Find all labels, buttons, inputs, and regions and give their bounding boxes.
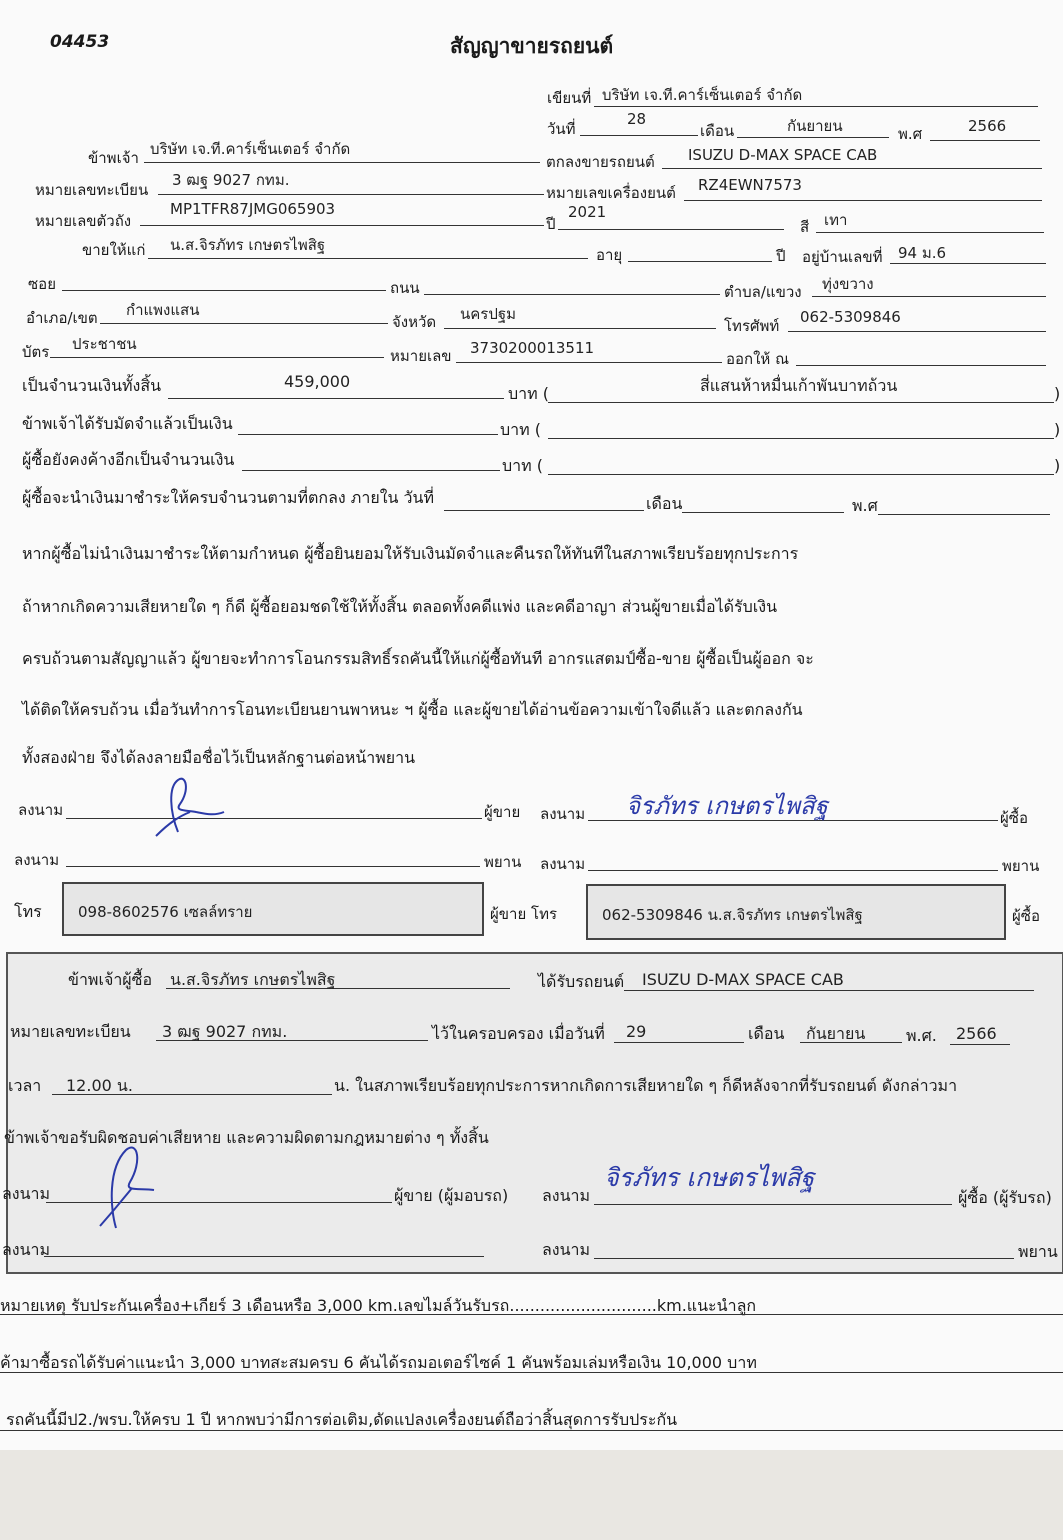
province-value: นครปฐม (460, 305, 517, 323)
total-baht-label: บาท ( (508, 384, 550, 403)
remaining-line (242, 470, 500, 471)
seller-line (144, 162, 540, 163)
card-line (50, 357, 384, 358)
possess-year-line (950, 1044, 1010, 1045)
possess-year-label: พ.ศ. (906, 1026, 937, 1045)
year-label: พ.ศ (898, 125, 923, 143)
phone-label: โทรศัพท์ (724, 317, 780, 335)
color-line (816, 232, 1044, 233)
seller-phone-value: 098-8602576 เซลล์ทราย (78, 903, 253, 921)
date-value: 28 (627, 110, 647, 128)
payment-year-line (878, 514, 1050, 515)
month-label: เดือน (700, 122, 735, 140)
engine-number-line (684, 200, 1042, 201)
note-underline-3 (0, 1430, 1063, 1431)
payment-day-line (444, 510, 644, 511)
age-line (628, 261, 772, 262)
seller-phone-label: โทร (14, 902, 42, 921)
registration-value: 3 ฒฐ 9027 กทม. (172, 171, 290, 189)
table-surface (0, 1450, 1063, 1540)
month-value: กันยายน (787, 117, 843, 135)
card-label: บัตร (22, 343, 50, 361)
receive-sign-label: ลงนาม (542, 1186, 591, 1205)
possess-month-label: เดือน (748, 1024, 785, 1043)
possess-month-value: กันยายน (806, 1024, 866, 1043)
time-value: 12.00 น. (66, 1076, 133, 1095)
color-label: สี (800, 218, 810, 236)
tambon-value: ทุ่งขวาง (822, 275, 874, 293)
card-value: ประชาชน (72, 335, 137, 353)
time-label: เวลา (8, 1076, 42, 1095)
tambon-label: ตำบล/แขวง (724, 283, 802, 301)
written-at-label: เขียนที่ (547, 89, 592, 107)
witness2-role-label: พยาน (1002, 857, 1040, 875)
id-number-label: หมายเลข (390, 347, 452, 365)
year-value: 2566 (968, 117, 1007, 135)
note-underline-2 (0, 1372, 1063, 1373)
model-year-value: 2021 (568, 203, 607, 221)
remaining-label: ผู้ซื้อยังคงค้างอีกเป็นจำนวนเงิน (22, 450, 235, 469)
note-line-3: รถคันนี้มีป2./พรบ.ให้ครบ 1 ปี หากพบว่ามีการต่อเติม,ดัดแปลงเครื่องยนต์ถือว่าสิ้นสุดการรับประกัน (6, 1410, 678, 1429)
buyer-sign-label: ลงนาม (540, 805, 586, 823)
agree-sell-label: ตกลงขายรถยนต์ (546, 153, 655, 171)
phone-value: 062-5309846 (800, 308, 901, 326)
terms-line-1: หากผู้ซื้อไม่นำเงินมาชำระให้ตามกำหนด ผู้ซื้อยินยอมให้รับเงินมัดจำและคืนรถให้ทันทีในสภาพเรียบร้อยทุกประการ (22, 544, 799, 563)
chassis-value: MP1TFR87JMG065903 (170, 200, 336, 218)
document-title: สัญญาขายรถยนต์ (450, 34, 614, 58)
total-amount-line (168, 398, 504, 399)
deposit-close-paren: ) (1054, 420, 1061, 439)
note-line-2: ค้ามาซื้อรถได้รับค่าแนะนำ 3,000 บาทสะสมครบ 6 คันได้รถมอเตอร์ไซค์ 1 คันพร้อมเล่มหรือเงิน 10,000 บาท (0, 1353, 757, 1372)
document-number: 04453 (50, 32, 110, 52)
remaining-baht-label: บาท ( (502, 456, 544, 475)
possess-day-line (614, 1042, 744, 1043)
receipt-witness-line-1 (44, 1256, 484, 1257)
total-close-paren: ) (1054, 384, 1061, 403)
phone-line (788, 331, 1046, 332)
receipt-witness-line-2 (594, 1258, 1014, 1259)
province-label: จังหวัด (392, 313, 437, 331)
buyer-phone-value: 062-5309846 น.ส.จิรภัทร เกษตรไพสิฐ (602, 906, 863, 924)
total-words-value: สี่แสนห้าหมื่นเก้าพันบาทถ้วน (700, 376, 898, 395)
terms-line-4: ได้ติดให้ครบถ้วน เมื่อวันทำการโอนทะเบียนยานพาหนะ ฯ ผู้ซื้อ และผู้ขายได้อ่านข้อความเข้าใจดีแล้ว และตกลงกัน (22, 700, 803, 719)
terms-line-5: ทั้งสองฝ่าย จึงได้ลงลายมือชื่อไว้เป็นหลักฐานต่อหน้าพยาน (22, 748, 416, 767)
total-amount-label: เป็นจำนวนเงินทั้งสิ้น (22, 376, 162, 395)
payment-month-label: เดือน (646, 494, 683, 513)
payment-due-label: ผู้ซื้อจะนำเงินมาชำระให้ครบจำนวนตามที่ตกลง ภายใน วันที่ (22, 488, 435, 507)
soi-label: ซอย (28, 275, 56, 293)
chassis-label: หมายเลขตัวถัง (35, 212, 132, 230)
car-model-value: ISUZU D-MAX SPACE CAB (688, 146, 878, 164)
witness1-sign-label: ลงนาม (14, 851, 60, 869)
sell-to-label: ขายให้แก่ (82, 241, 146, 259)
id-number-value: 3730200013511 (470, 339, 595, 357)
seller-role-label: ผู้ขาย (484, 803, 521, 821)
seller-sign-line (66, 818, 482, 819)
date-label: วันที่ (547, 120, 576, 138)
house-number-label: อยู่บ้านเลขที่ (802, 248, 883, 266)
terms-line-2: ถ้าหากเกิดความเสียหายใด ๆ ก็ดี ผู้ซื้อยอมชดใช้ให้ทั้งสิ้น ตลอดทั้งคดีแพ่ง และคดีอาญา ส่วนผู้ขายเมื่อได้รับเงิน (22, 597, 778, 616)
liability-text: ข้าพเจ้าขอรับผิดชอบค่าเสียหาย และความผิดตามกฎหมายต่าง ๆ ทั้งสิ้น (4, 1128, 489, 1147)
agree-sell-line (662, 168, 1042, 169)
total-amount-value: 459,000 (284, 372, 351, 391)
soi-line (62, 290, 386, 291)
seller-signature (150, 772, 230, 842)
age-unit: ปี (776, 247, 786, 265)
witness2-sign-label: ลงนาม (540, 855, 586, 873)
deliver-signature (96, 1138, 176, 1234)
remaining-words-line (548, 474, 1054, 475)
registration-line (158, 194, 544, 195)
deposit-label: ข้าพเจ้าได้รับมัดจำแล้วเป็นเงิน (22, 414, 233, 433)
buyer-phone-suffix: ผู้ซื้อ (1012, 907, 1040, 925)
seller-value: บริษัท เจ.ที.คาร์เซ็นเตอร์ จำกัด (150, 140, 351, 158)
receipt-reg-value: 3 ฒฐ 9027 กทม. (162, 1022, 288, 1041)
receive-role-label: ผู้ซื้อ (ผู้รับรถ) (958, 1188, 1052, 1207)
buyer-signature: จิรภัทร เกษตรไพสิฐ (626, 792, 828, 820)
deposit-line (238, 434, 498, 435)
date-line (580, 135, 698, 136)
road-label: ถนน (390, 279, 420, 297)
province-line (444, 328, 716, 329)
received-car-line (624, 990, 1034, 991)
road-line (424, 294, 720, 295)
amphoe-line (100, 323, 388, 324)
amphoe-label: อำเภอ/เขต (26, 309, 98, 327)
age-label: อายุ (596, 246, 623, 264)
id-number-line (456, 362, 722, 363)
terms-line-3: ครบถ้วนตามสัญญาแล้ว ผู้ขายจะทำการโอนกรรมสิทธิ์รถคันนี้ให้แก่ผู้ซื้อทันที อากรแสตมป์ซื้อ-ขาย ผู้ซื้อเป็นผู้ออก จะ (22, 649, 814, 668)
receipt-reg-label: หมายเลขทะเบียน (10, 1022, 131, 1041)
note-underline-1 (0, 1314, 1063, 1315)
witness2-sign-line (588, 870, 998, 871)
engine-number-value: RZ4EWN7573 (698, 176, 802, 194)
registration-label: หมายเลขทะเบียน (35, 181, 149, 199)
seller-sign-label: ลงนาม (18, 801, 64, 819)
possess-date-label: ไว้ในครอบครอง เมื่อวันที่ (432, 1024, 605, 1043)
receipt-witness-sign-label: ลงนาม (2, 1240, 51, 1259)
buyer-role-label: ผู้ซื้อ (1000, 809, 1028, 827)
possess-day-value: 29 (626, 1022, 647, 1041)
receive-signature: จิรภัทร เกษตรไพสิฐ (604, 1163, 815, 1192)
engine-number-label: หมายเลขเครื่องยนต์ (546, 184, 676, 202)
seller-phone-suffix: ผู้ขาย โทร (490, 905, 558, 923)
condition-text: น. ในสภาพเรียบร้อยทุกประการหากเกิดการเสียหายใด ๆ ก็ดีหลังจากที่รับรถยนต์ ดังกล่าวมา (334, 1076, 958, 1095)
deliver-sign-label: ลงนาม (2, 1184, 51, 1203)
tambon-line (812, 296, 1046, 297)
receipt-witness2-sign-label: ลงนาม (542, 1240, 591, 1259)
chassis-line (140, 225, 544, 226)
received-car-value: ISUZU D-MAX SPACE CAB (642, 970, 844, 989)
model-year-label: ปี (546, 215, 556, 233)
color-value: เทา (824, 211, 848, 229)
receipt-witness-role-label: พยาน (1018, 1242, 1058, 1261)
received-car-label: ได้รับรถยนต์ (538, 972, 625, 991)
remaining-close-paren: ) (1054, 456, 1061, 475)
house-number-value: 94 ม.6 (898, 244, 947, 262)
deliver-role-label: ผู้ขาย (ผู้มอบรถ) (394, 1186, 509, 1205)
written-at-value: บริษัท เจ.ที.คาร์เซ็นเตอร์ จำกัด (602, 86, 803, 104)
amphoe-value: กำแพงแสน (126, 301, 200, 319)
seller-label: ข้าพเจ้า (88, 149, 139, 167)
issued-at-label: ออกให้ ณ (726, 350, 789, 368)
possess-year-value: 2566 (956, 1024, 997, 1043)
total-words-line (548, 402, 1054, 403)
deposit-baht-label: บาท ( (500, 420, 542, 439)
model-year-line (558, 229, 784, 230)
witness1-role-label: พยาน (484, 853, 522, 871)
receipt-buyer-value: น.ส.จิรภัทร เกษตรไพสิฐ (170, 970, 336, 989)
witness1-sign-line (66, 866, 480, 867)
sell-to-line (148, 258, 588, 259)
buyer-name-value: น.ส.จิรภัทร เกษตรไพสิฐ (170, 236, 326, 254)
payment-month-line (682, 512, 844, 513)
receipt-buyer-label: ข้าพเจ้าผู้ซื้อ (68, 970, 153, 989)
payment-year-label: พ.ศ (852, 496, 878, 515)
issued-at-line (796, 365, 1046, 366)
note-line-1: หมายเหตุ รับประกันเครื่อง+เกียร์ 3 เดือนหรือ 3,000 km.เลขไมล์วันรับรถ.............................km.แนะนำลูก (0, 1296, 757, 1315)
year-line (930, 140, 1040, 141)
deposit-words-line (548, 438, 1054, 439)
receive-sign-line (594, 1204, 952, 1205)
